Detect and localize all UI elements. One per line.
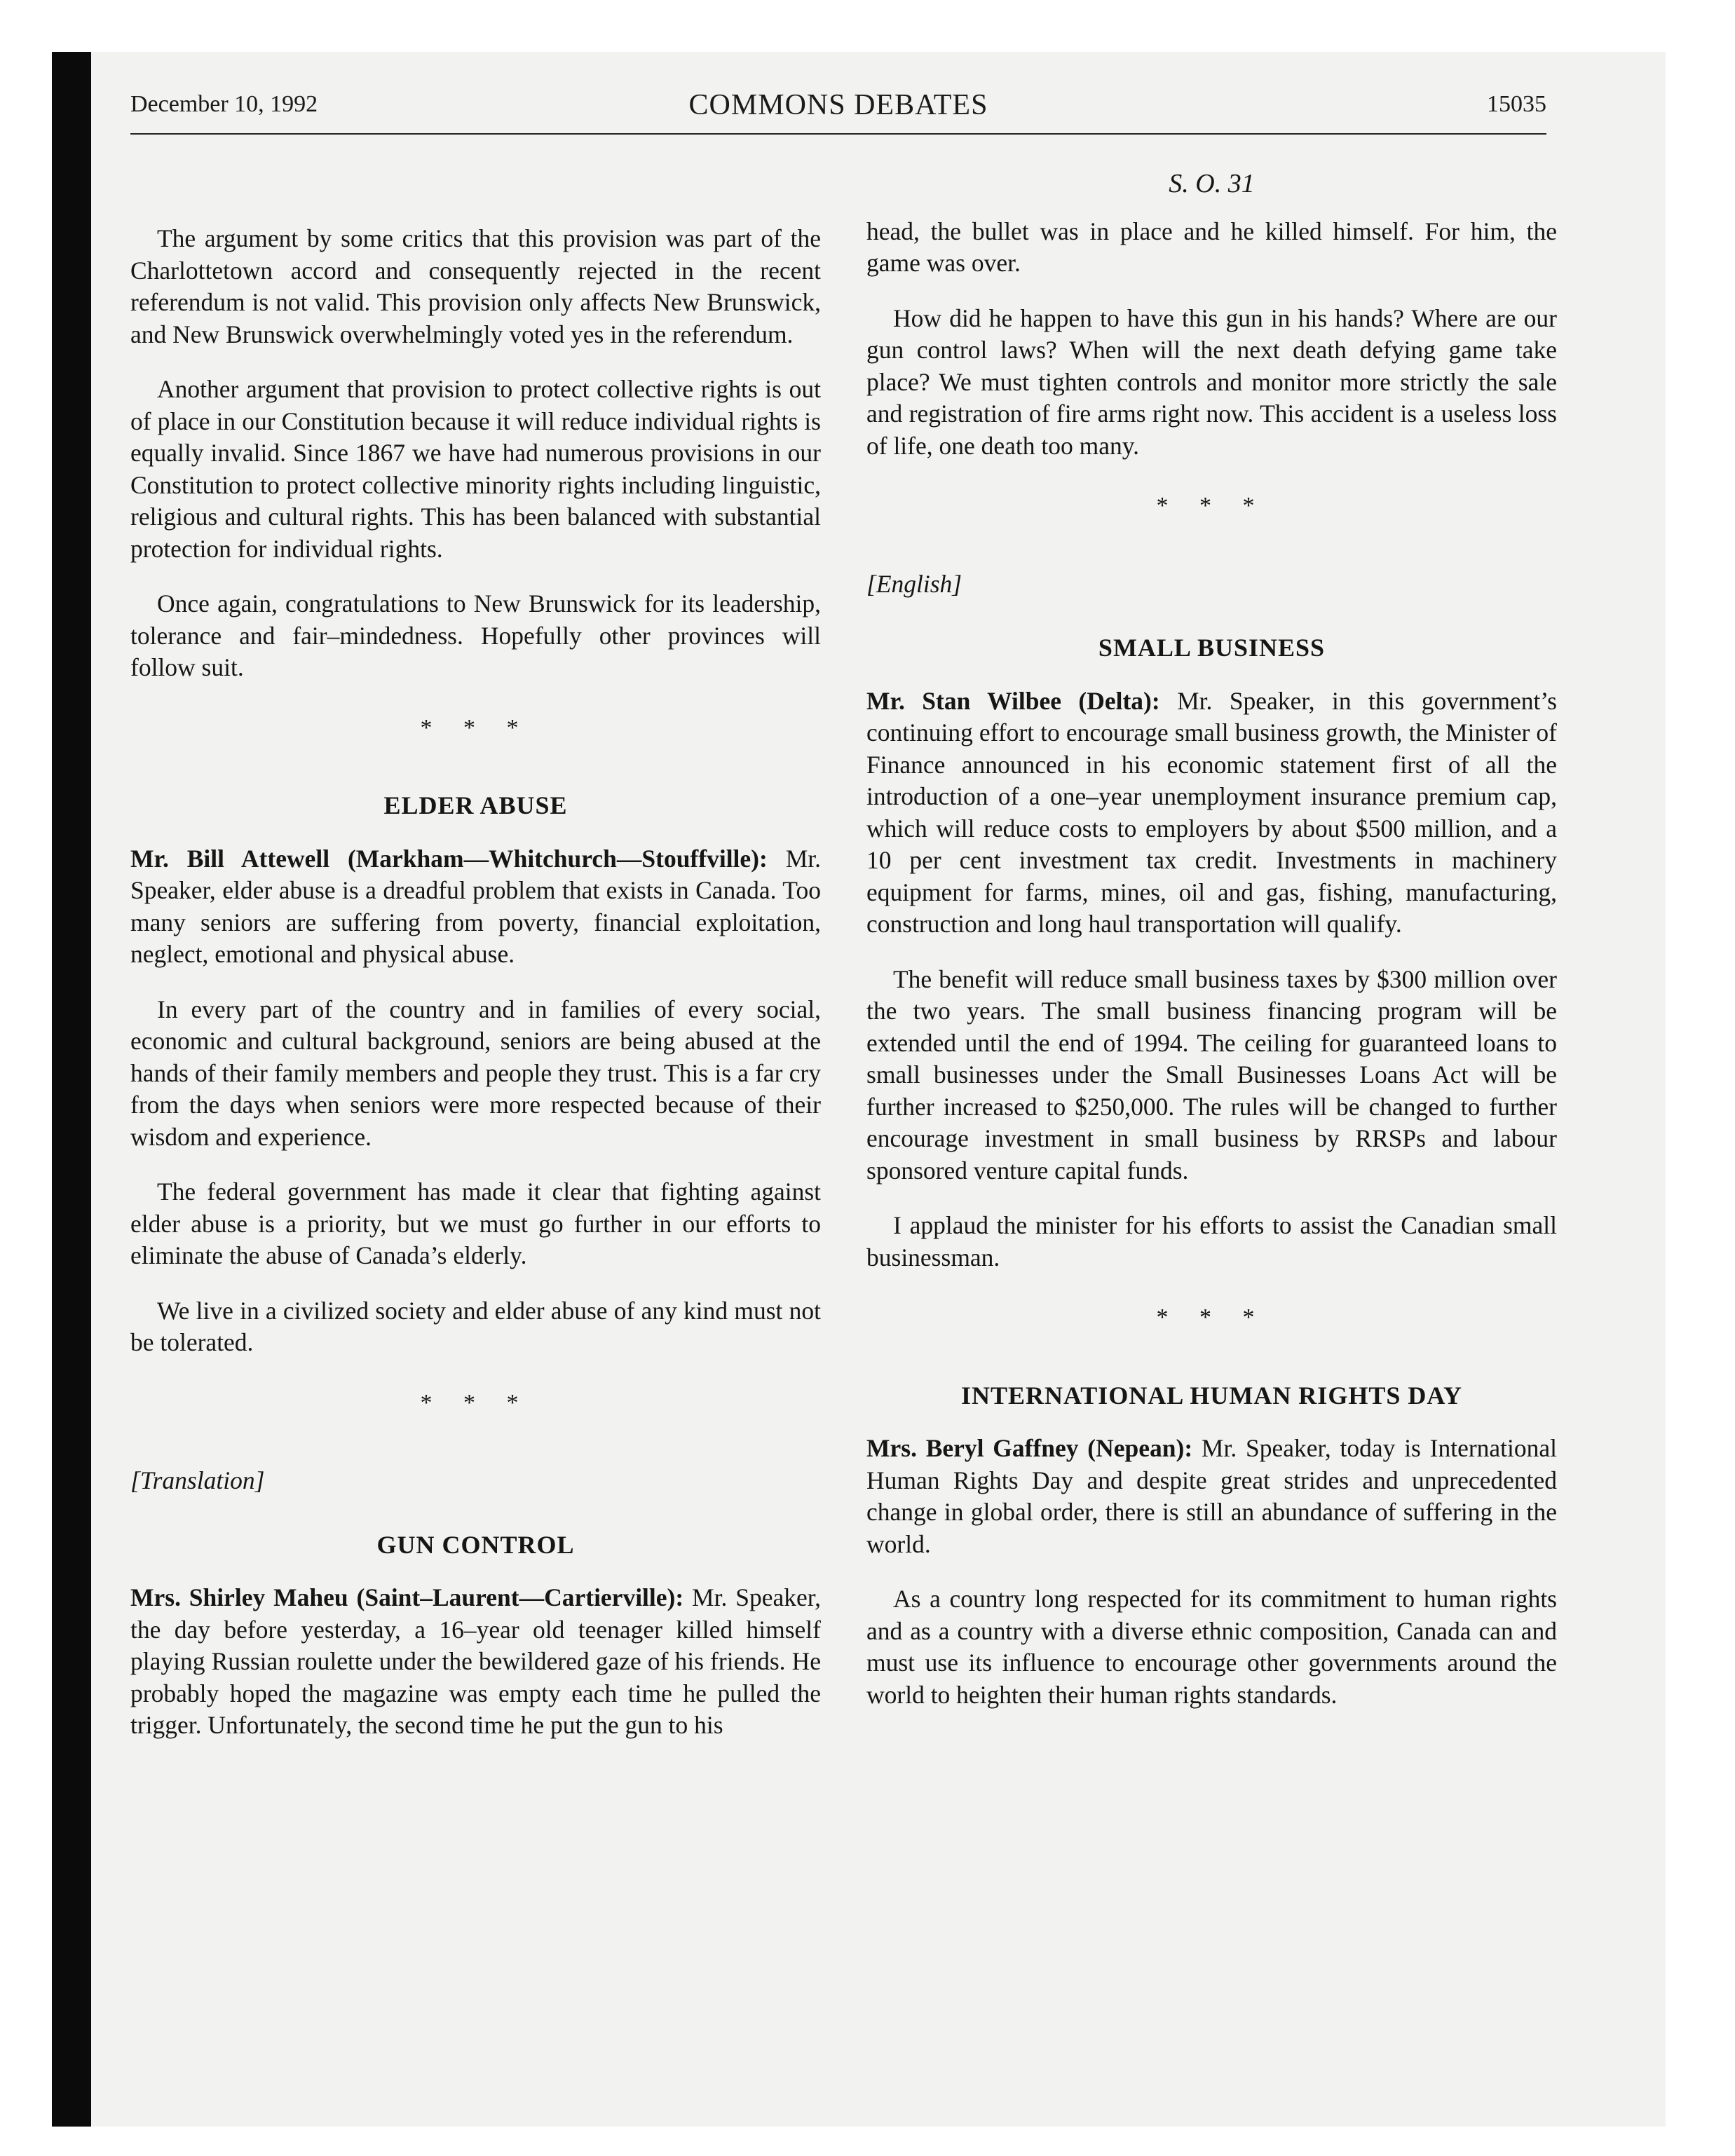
speaker-name: Mrs. Beryl Gaffney (Nepean): [866, 1434, 1193, 1462]
section-separator: * * * [1156, 493, 1267, 519]
heading-human-rights-day: INTERNATIONAL HUMAN RIGHTS DAY [960, 1381, 1463, 1410]
statement-gun-control [130, 1582, 821, 1742]
heading-gun-control: GUN CONTROL [376, 1530, 575, 1559]
binding-edge [52, 52, 91, 2127]
statement-text: Mr. Speaker, in this government’s continuing effort to encourage small business growth, the Minister of Finance announced in his economic statement first of all the introduction of a one–year unemployment insurance premium cap, which will reduce costs to employers by about $500 million, and a 10 per cent investment tax credit. Investments in machinery equipment for farms, mines, oil and gas, fishing, manufacturing, construction and long haul transportation will qualify. [866, 686, 1557, 938]
section-separator: * * * [1156, 1304, 1267, 1330]
speaker-name: Mr. Bill Attewell (Markham—Whitchurch—Stouffville): [130, 844, 768, 873]
language-tag: [English] [866, 569, 962, 598]
statement-text: Mr. Speaker, the day before yesterday, a 16–year old teenager killed himself playing Russian roulette under the bewildered gaze of his friends. He probably hoped the magazine was empty each time he pulled the trigger. Unfortunately, the second time he put the gun to his [130, 1583, 821, 1739]
running-header [130, 91, 1546, 133]
paragraph: We live in a civilized society and elder abuse of any kind must not be tolerated. [130, 1296, 821, 1356]
speaker-name: Mrs. Shirley Maheu (Saint–Laurent—Cartierville): [130, 1583, 684, 1611]
paragraph-continued: head, the bullet was in place and he killed himself. For him, the game was over. [866, 217, 1557, 277]
paragraph: As a country long respected for its commitment to human rights and as a country with a diverse ethnic composition, Canada can and must use its influence to encourage other governments around the world to heighten their human rights standards. [866, 1585, 1557, 1709]
paragraph: The benefit will reduce small business taxes by $300 million over the two years. The small business financing program will be extended until the end of 1994. The ceiling for guaranteed loans to small businesses under the Small Businesses Loans Act will be further increased to $250,000. The rules will be changed to further encourage investment in small business by RRSPs and labour sponsored venture capital funds. [866, 964, 1557, 1185]
standing-order-label: S. O. 31 [1169, 169, 1255, 198]
statement-human-rights [866, 1433, 1557, 1560]
statement-small-business [866, 685, 1557, 941]
section-separator: * * * [420, 1389, 531, 1416]
paragraph: I applaud the minister for his efforts to assist the Canadian small businessman. [866, 1211, 1557, 1271]
section-separator: * * * [420, 714, 531, 741]
paragraph: How did he happen to have this gun in his hands? Where are our gun control laws? When will the next death defying game take place? We must tighten controls and monitor more strictly the sale and registration of fire arms right now. This accident is a useless loss of life, one death too many. [866, 303, 1557, 460]
statement-text: Mr. Speaker, elder abuse is a dreadful problem that exists in Canada. Too many seniors are suffering from poverty, financial exploitation, neglect, emotional and physical abuse. [130, 844, 821, 968]
heading-small-business: SMALL BUSINESS [1098, 634, 1326, 662]
heading-elder-abuse: ELDER ABUSE [383, 791, 568, 819]
header-title: COMMONS DEBATES [688, 89, 988, 121]
paragraph: Another argument that provision to protect collective rights is out of place in our Constitution because it will reduce individual rights is equally invalid. Since 1867 we have had numerous provisions in our Constitution to protect collective minority rights including linguistic, religious and cultural rights. This has been balanced with substantial protection for individual rights. [130, 375, 821, 563]
language-tag: [Translation] [130, 1466, 265, 1494]
paragraph: Once again, congratulations to New Brunswick for its leadership, tolerance and fair–mindedness. Hopefully other provinces will follow suit. [130, 589, 821, 681]
right-column [866, 168, 1557, 1734]
paragraph: The federal government has made it clear that fighting against elder abuse is a priority, but we must go further in our efforts to eliminate the abuse of Canada’s elderly. [130, 1178, 821, 1269]
paragraph: The argument by some critics that this provision was part of the Charlottetown accord and consequently rejected in the recent referendum is not valid. This provision only affects New Brunswick, and New Brunswick overwhelmingly voted yes in the referendum. [130, 224, 821, 348]
left-column [130, 223, 821, 1765]
statement-text: Mr. Speaker, today is International Human Rights Day and despite great strides and unprecedented change in global order, there is still an abundance of suffering in the world. [866, 1434, 1557, 1558]
statement-elder-abuse [130, 843, 821, 971]
header-page-number: 15035 [1487, 91, 1546, 117]
header-rule [130, 133, 1546, 135]
speaker-name: Mr. Stan Wilbee (Delta): [866, 686, 1160, 715]
header-date: December 10, 1992 [130, 91, 318, 117]
paragraph: In every part of the country and in families of every social, economic and cultural background, seniors are being abused at the hands of their family members and people they trust. This is a far cry from the days when seniors were more respected because of their wisdom and experience. [130, 995, 821, 1151]
